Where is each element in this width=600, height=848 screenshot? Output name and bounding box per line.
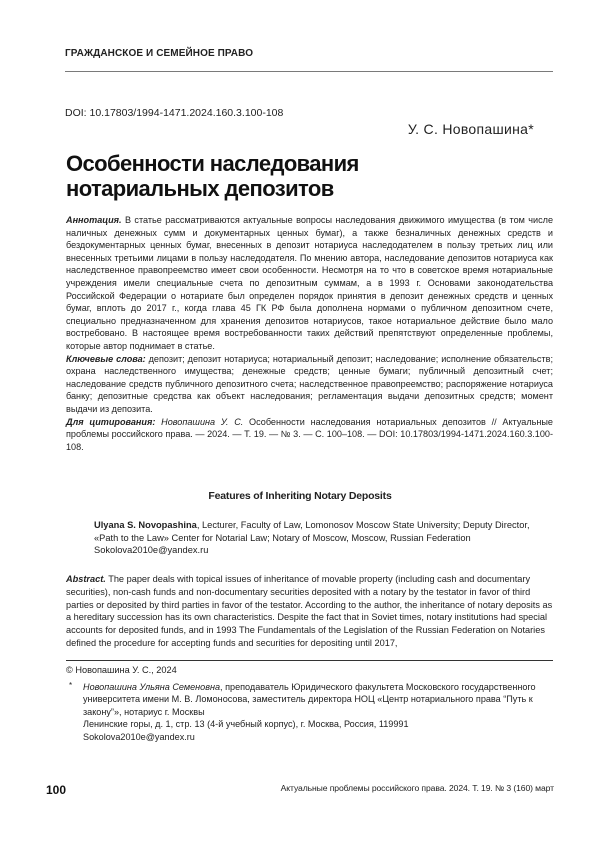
footnote-address: Ленинские горы, д. 1, стр. 13 (4-й учебный корпус), г. Москва, Россия, 119991 <box>83 719 409 730</box>
citation-author: Новопашина У. С. <box>155 416 244 427</box>
footnote-text <box>83 681 553 743</box>
page-number: 100 <box>46 783 67 797</box>
citation <box>66 416 553 454</box>
english-abstract-label: Abstract. <box>66 574 106 584</box>
citation-label: Для цитирования: <box>66 416 156 427</box>
title-line-1: Особенности наследования <box>66 151 359 176</box>
footnote-copyright: © Новопашина У. С., 2024 <box>66 665 177 675</box>
article-title <box>66 151 486 201</box>
footnote-email[interactable]: Sokolova2010e@yandex.ru <box>83 731 195 742</box>
footnote-author-name: Новопашина Ульяна Семеновна <box>83 682 221 692</box>
header-rule <box>65 71 553 72</box>
annotation <box>66 214 553 353</box>
english-author-affiliation: , Lecturer, Faculty of Law, Lomonosov Moscow State University; Deputy Director, «Path to the Law» Center for Notarial Law; Notary of Moscow, Moscow, Russian Federation <box>94 520 530 543</box>
footnote-rule <box>66 660 553 661</box>
citation-text: Особенности наследования нотариальных депозитов // Актуальные проблемы российского права. — 2024. — Т. 19. — № 3. — С. 100–108. — DOI: 10.17803/1994-1471.2024.160.3.100-108. <box>66 416 553 452</box>
doi: DOI: 10.17803/1994-1471.2024.160.3.100-108 <box>65 107 284 119</box>
keywords-text: депозит; депозит нотариуса; нотариальный депозит; наследование; исполнение обязательств; охрана наследственного имущества; денежные средств; ценные бумаги; публичный депозитный счет; наследование средств публичного депозитного счета; наследственное правопреемство; распоряжение нотариуса банку; депозитные средства как объект наследования; регламентация выдачи депозитных средств; момент выдачи из депозита. <box>66 353 553 414</box>
english-title: Features of Inheriting Notary Deposits <box>208 490 392 502</box>
title-line-2: нотариальных депозитов <box>66 176 334 201</box>
english-abstract <box>66 573 553 650</box>
english-author-name: Ulyana S. Novopashina <box>94 520 197 530</box>
keywords-label: Ключевые слова: <box>66 353 146 364</box>
footnote-mark: * <box>69 681 73 690</box>
english-abstract-text: The paper deals with topical issues of inheritance of movable property (including cash and documentary securities), non-cash funds and non-documentary securities deposited with a notary by the testator in favor of third parties or deposited by third parties in favor of the testator. According to the author, the inheritance of notary deposits as a hereditary succession has its own characteristics. Despite the fact that in Soviet times, notary institutions had special accounts for deposited funds, and in 1993 The Fundamentals of the Legislation of the Russian Federation on Notaries defined the procedure for accepting funds and securities for depositing until 2017, <box>66 574 553 648</box>
annotation-label: Аннотация. <box>66 215 122 225</box>
english-author-block <box>94 519 549 557</box>
russian-abstract-block <box>66 214 553 453</box>
footnote-affiliation: , преподаватель Юридического факультета Московского государственного университета имени М. В. Ломоносова, заместитель директора НОЦ «Центр нотариального права “Путь к закону”», нотариус г. Москвы <box>83 682 536 717</box>
english-author-email[interactable]: Sokolova2010e@yandex.ru <box>94 545 209 556</box>
section-label: ГРАЖДАНСКОЕ И СЕМЕЙНОЕ ПРАВО <box>65 48 254 59</box>
running-title: Актуальные проблемы российского права. 2024. Т. 19. № 3 (160) март <box>280 783 554 793</box>
annotation-text: В статье рассматриваются актуальные вопросы наследования движимого имущества (в том числе наличных денежных сумм и документарных ценных бумаг), а также безналичных денежных средств и бездокументарных ценных бумаг, внесенных в депозит нотариуса наследодателем в пользу третьих лиц или внесенных третьими лицами в пользу наследодателя. По мнению автора, наследование депозитов нотариуса как наследственное правопреемство имеет свои особенности. Несмотря на то что в советское время нотариальные учреждения имели специальные счета по депозитным суммам, а в 1993 г. Основами законодательства Российской Федерации о нотариате был определен порядок принятия в депозит денежных средств и ценных бумаг, вплоть до 2017 г., когда глава 45 ГК РФ была дополнена нормами о публичном депозитном счете, специально предназначенном для хранения депозитов нотариусов, такое нотариальное действие было мало востребовано. В настоящее время востребованности таких действий препятствуют определенные проблемы, которые автор поднимает в статье. <box>66 215 553 351</box>
keywords <box>66 353 553 416</box>
author-name: У. С. Новопашина* <box>407 121 534 137</box>
